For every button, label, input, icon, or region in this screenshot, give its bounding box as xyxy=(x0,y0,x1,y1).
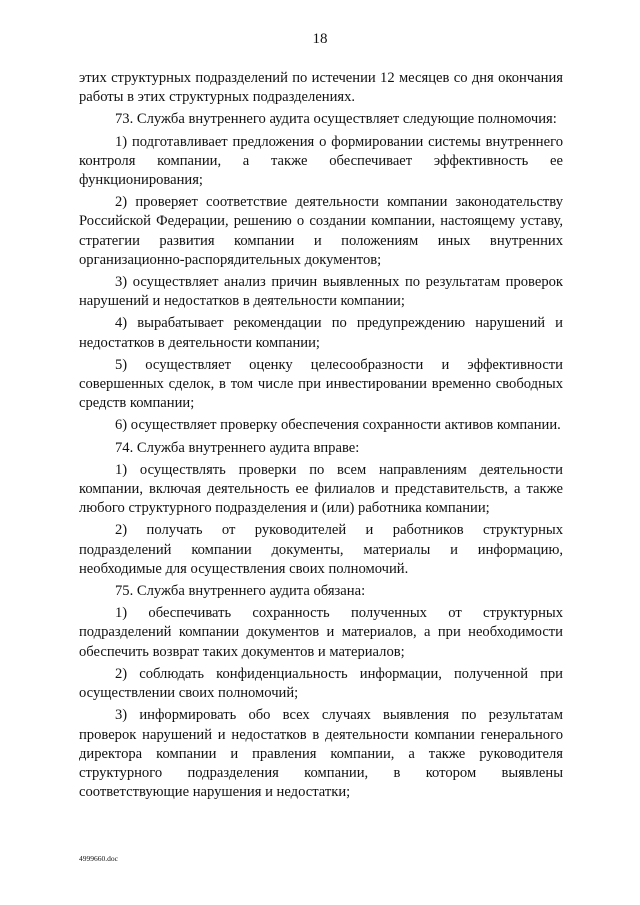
paragraph-section-73: 73. Служба внутреннего аудита осуществляет следующие полномочия: xyxy=(115,111,557,128)
paragraph-74-item-1: 1) осуществлять проверки по всем направлениям деятельности компании, включая деятельность ее филиалов и представительств, а также любого структурного подразделения и (или) работника компании; xyxy=(79,461,563,517)
paragraph-section-75: 75. Служба внутреннего аудита обязана: xyxy=(115,583,366,600)
paragraph-73-item-3: 3) осуществляет анализ причин выявленных по результатам проверок нарушений и недостатков в деятельности компании; xyxy=(79,274,563,310)
paragraph-73-item-1: 1) подготавливает предложения о формировании системы внутреннего контроля компании, а также обеспечивает эффективность ее функционирования; xyxy=(79,133,563,189)
page-number: 18 xyxy=(312,31,328,47)
paragraph-73-item-6: 6) осуществляет проверку обеспечения сохранности активов компании. xyxy=(115,417,561,434)
document-body xyxy=(79,69,563,802)
paragraph-75-item-2: 2) соблюдать конфиденциальность информации, полученной при осуществлении своих полномочий; xyxy=(79,665,563,702)
document-file-code: 4999660.doc xyxy=(79,854,118,863)
paragraph-75-item-1: 1) обеспечивать сохранность полученных от структурных подразделений компании документов и материалов, а при необходимости обеспечить возврат таких документов и материалов; xyxy=(79,605,563,660)
paragraph-continuation: этих структурных подразделений по истечении 12 месяцев со дня окончания работы в этих структурных подразделениях. xyxy=(79,70,563,106)
paragraph-73-item-5: 5) осуществляет оценку целесообразности и эффективности совершенных сделок, в том числе при инвестировании временно свободных средств компании; xyxy=(79,356,563,412)
paragraph-section-74: 74. Служба внутреннего аудита вправе: xyxy=(115,439,360,456)
paragraph-75-item-3: 3) информировать обо всех случаях выявления по результатам проверок нарушений и недостатков в деятельности компании генерального директора компании и правления компании, а также руководителя структурного подразделения компании, в котором выявлены соответствующие нарушения и недостатки; xyxy=(79,707,563,801)
paragraph-73-item-2: 2) проверяет соответствие деятельности компании законодательству Российской Федерации, решению о создании компании, настоящему уставу, стратегии развития компании и положениям иных внутренних организационно-распорядительных документов; xyxy=(79,194,563,268)
paragraph-73-item-4: 4) вырабатывает рекомендации по предупреждению нарушений и недостатков в деятельности компании; xyxy=(79,315,563,351)
paragraph-74-item-2: 2) получать от руководителей и работников структурных подразделений компании документы, материалы и информацию, необходимые для осуществления своих полномочий. xyxy=(79,522,563,577)
